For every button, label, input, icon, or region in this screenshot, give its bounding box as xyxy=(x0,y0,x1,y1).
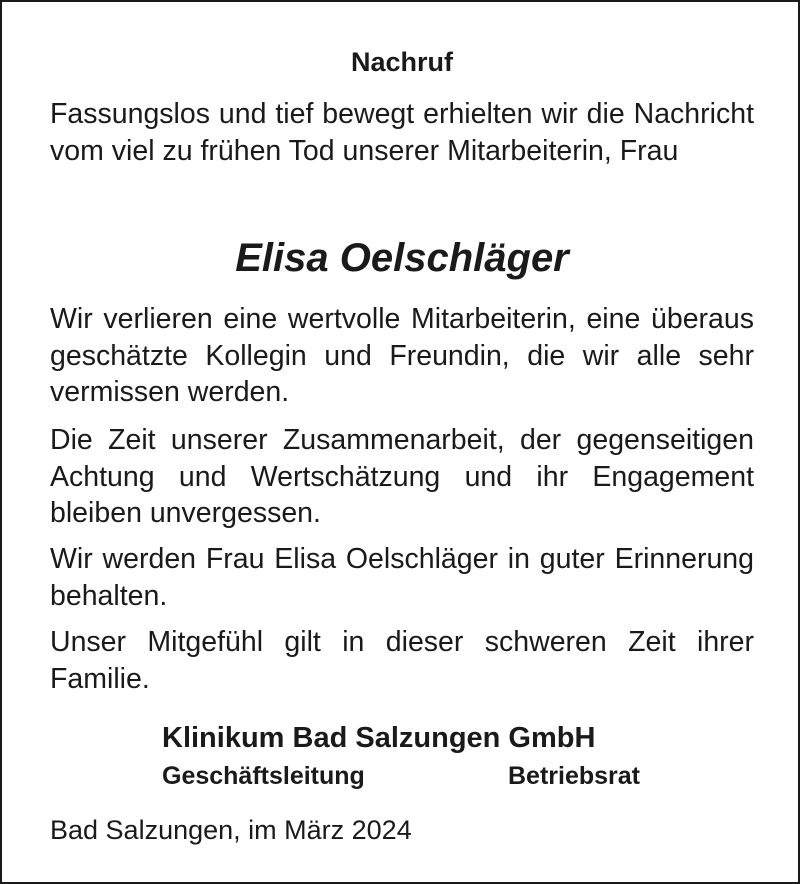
paragraph-2: Die Zeit unserer Zusammenarbeit, der gegenseitigen Achtung und Wertschätzung und ihr Engagement bleiben unvergessen. xyxy=(50,424,754,529)
paragraph-3: Wir werden Frau Elisa Oelschläger in guter Erinnerung behalten. xyxy=(50,543,754,612)
place-and-date: Bad Salzungen, im März 2024 xyxy=(50,815,412,845)
paragraph-1: Wir verlieren eine wertvolle Mitarbeiterin, eine überaus geschätzte Kollegin und Freundin, die wir alle sehr vermissen werden. xyxy=(50,303,754,408)
intro-paragraph: Fassungslos und tief bewegt erhielten wir die Nachricht vom viel zu frühen Tod unserer Mitarbeiterin, Frau xyxy=(50,98,754,167)
organization-name: Klinikum Bad Salzungen GmbH xyxy=(162,722,596,754)
paragraph-4: Unser Mitgefühl gilt in dieser schweren Zeit ihrer Familie. xyxy=(50,626,754,695)
deceased-name: Elisa Oelschläger xyxy=(235,236,569,280)
signatory-works-council: Betriebsrat xyxy=(508,762,640,790)
signatory-management: Geschäftsleitung xyxy=(162,762,365,790)
notice-title: Nachruf xyxy=(350,47,453,77)
